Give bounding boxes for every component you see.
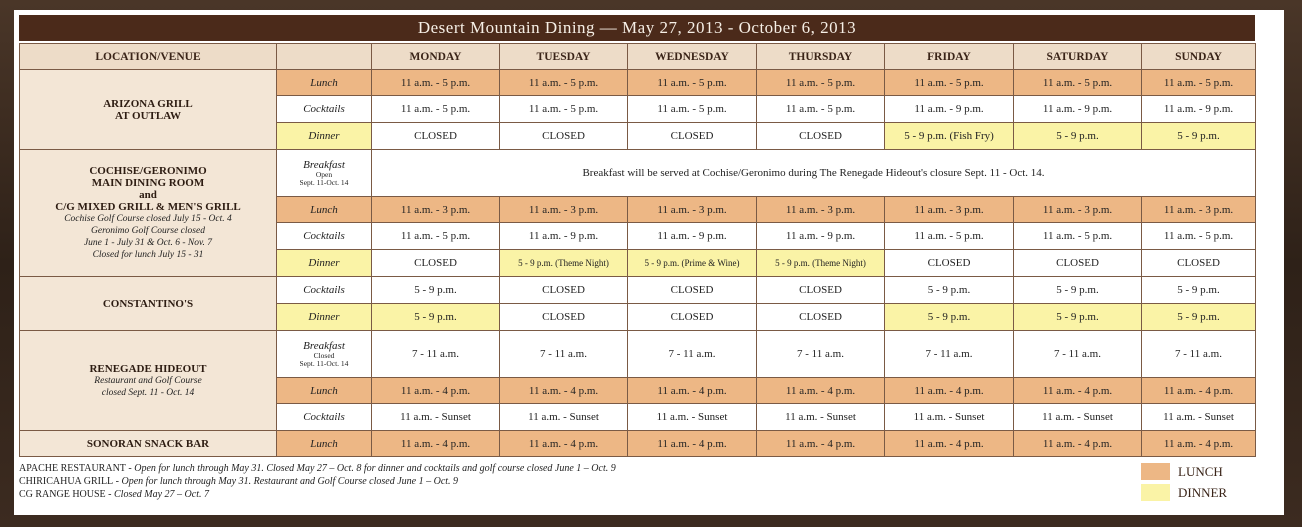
cell: 11 a.m. - 5 p.m. — [500, 96, 628, 123]
cell: 11 a.m. - 4 p.m. — [1142, 378, 1256, 404]
cell: 5 - 9 p.m. — [1142, 277, 1256, 304]
cell: CLOSED — [628, 123, 757, 150]
cell: 11 a.m. - 3 p.m. — [372, 197, 500, 223]
venue-name-line: ARIZONA GRILL — [103, 97, 193, 110]
venue-arizona-grill — [20, 70, 277, 150]
cell: 11 a.m. - 3 p.m. — [885, 197, 1014, 223]
cell: 11 a.m. - Sunset — [372, 404, 500, 431]
footer-venue-name: CG RANGE HOUSE — [19, 489, 106, 500]
cell: 11 a.m. - 3 p.m. — [628, 197, 757, 223]
meal-label-dinner: Dinner — [277, 304, 372, 331]
cell: 11 a.m. - 5 p.m. — [372, 223, 500, 250]
header-saturday: SATURDAY — [1014, 44, 1142, 70]
cell: CLOSED — [1142, 250, 1256, 277]
cell: CLOSED — [757, 277, 885, 304]
cell: 11 a.m. - 3 p.m. — [1014, 197, 1142, 223]
cell: 5 - 9 p.m. — [1014, 277, 1142, 304]
cell: 7 - 11 a.m. — [885, 331, 1014, 378]
header-meal — [277, 44, 372, 70]
meal-label-cocktails: Cocktails — [277, 96, 372, 123]
cell: 7 - 11 a.m. — [757, 331, 885, 378]
venue-note: June 1 - July 31 & Oct. 6 - Nov. 7 — [83, 238, 213, 248]
cell: CLOSED — [500, 123, 628, 150]
venue-note: Restaurant and Golf Course — [94, 375, 202, 386]
venue-name-line: CONSTANTINO'S — [102, 297, 194, 310]
cell: CLOSED — [1014, 250, 1142, 277]
cell: 11 a.m. - Sunset — [1142, 404, 1256, 431]
cell: 7 - 11 a.m. — [1014, 331, 1142, 378]
meal-label-breakfast — [277, 331, 372, 378]
schedule-card — [14, 10, 1284, 515]
cell: CLOSED — [628, 304, 757, 331]
venue-renegade-hideout — [20, 331, 277, 431]
header-sunday: SUNDAY — [1142, 44, 1256, 70]
meal-label-lunch: Lunch — [277, 378, 372, 404]
cell: 11 a.m. - Sunset — [628, 404, 757, 431]
meal-label-lunch: Lunch — [277, 431, 372, 457]
cell: CLOSED — [628, 277, 757, 304]
cell: 11 a.m. - Sunset — [885, 404, 1014, 431]
cell: 11 a.m. - 5 p.m. — [1014, 223, 1142, 250]
table-row — [20, 150, 1256, 197]
cell: 11 a.m. - 4 p.m. — [500, 431, 628, 457]
cell: 11 a.m. - 4 p.m. — [372, 431, 500, 457]
cell: 11 a.m. - 3 p.m. — [757, 197, 885, 223]
footer-notes — [19, 462, 1019, 501]
cell: 11 a.m. - 5 p.m. — [757, 70, 885, 96]
cell: 7 - 11 a.m. — [500, 331, 628, 378]
header-friday: FRIDAY — [885, 44, 1014, 70]
footer-venue-text: - Open for lunch through May 31. Restaurant and Golf Course closed June 1 – Oct. 9 — [113, 476, 459, 487]
cell: 11 a.m. - 5 p.m. — [1014, 70, 1142, 96]
venue-note: closed Sept. 11 - Oct. 14 — [101, 387, 195, 398]
meal-label-dinner: Dinner — [277, 250, 372, 277]
venue-note: Geronimo Golf Course closed — [91, 226, 205, 236]
footer-note-chiricahua — [19, 475, 1019, 488]
cell: 7 - 11 a.m. — [1142, 331, 1256, 378]
cell: 5 - 9 p.m. (Prime & Wine) — [628, 250, 757, 277]
cell: 11 a.m. - 5 p.m. — [885, 70, 1014, 96]
cell: 11 a.m. - 5 p.m. — [885, 223, 1014, 250]
breakfast-label: Breakfast — [303, 159, 345, 171]
cell: 5 - 9 p.m. (Theme Night) — [500, 250, 628, 277]
cell: 11 a.m. - 5 p.m. — [1142, 70, 1256, 96]
cell: CLOSED — [500, 304, 628, 331]
cell: 11 a.m. - 4 p.m. — [885, 378, 1014, 404]
footer-venue-text: - Open for lunch through May 31. Closed May 27 – Oct. 8 for dinner and cocktails and golf course closed June 1 – Oct. 9 — [125, 463, 616, 474]
venue-name-line: SONORAN SNACK BAR — [86, 437, 210, 450]
cell: 11 a.m. - Sunset — [757, 404, 885, 431]
venue-name-line: RENEGADE HIDEOUT — [89, 362, 207, 375]
cell: 5 - 9 p.m. — [372, 304, 500, 331]
venue-name-line: AT OUTLAW — [115, 109, 181, 122]
cell: 11 a.m. - Sunset — [500, 404, 628, 431]
breakfast-dates: Sept. 11-Oct. 14 — [299, 359, 349, 368]
cell: 11 a.m. - 4 p.m. — [757, 378, 885, 404]
cell: CLOSED — [372, 250, 500, 277]
cell: 11 a.m. - Sunset — [1014, 404, 1142, 431]
header-tuesday: TUESDAY — [500, 44, 628, 70]
cell: 11 a.m. - 4 p.m. — [1142, 431, 1256, 457]
legend-swatch-dinner — [1141, 484, 1170, 501]
cell: 11 a.m. - 9 p.m. — [757, 223, 885, 250]
legend-swatch-lunch — [1141, 463, 1170, 480]
cell: 11 a.m. - 5 p.m. — [757, 96, 885, 123]
cell: 5 - 9 p.m. — [1014, 123, 1142, 150]
cell: 11 a.m. - 4 p.m. — [372, 378, 500, 404]
cell: 7 - 11 a.m. — [372, 331, 500, 378]
cell: 5 - 9 p.m. — [372, 277, 500, 304]
cell: 5 - 9 p.m. — [1142, 304, 1256, 331]
cell: 11 a.m. - 9 p.m. — [1014, 96, 1142, 123]
venue-constantinos — [20, 277, 277, 331]
table-row — [20, 431, 1256, 457]
table-row — [20, 70, 1256, 96]
cell: 11 a.m. - 3 p.m. — [500, 197, 628, 223]
meal-label-breakfast — [277, 150, 372, 197]
cell: 11 a.m. - 9 p.m. — [628, 223, 757, 250]
cell: 11 a.m. - 4 p.m. — [500, 378, 628, 404]
footer-note-apache — [19, 462, 1019, 475]
venue-name-line: and — [139, 189, 157, 201]
cell: 11 a.m. - 5 p.m. — [500, 70, 628, 96]
cell: 11 a.m. - 5 p.m. — [628, 70, 757, 96]
breakfast-note: Breakfast will be served at Cochise/Geronimo during The Renegade Hideout's closure Sept. 11 - Oct. 14. — [372, 150, 1256, 197]
cell: CLOSED — [757, 123, 885, 150]
meal-label-lunch: Lunch — [277, 197, 372, 223]
meal-label-cocktails: Cocktails — [277, 277, 372, 304]
venue-name-line: MAIN DINING ROOM — [91, 177, 205, 189]
cell: 11 a.m. - 4 p.m. — [1014, 431, 1142, 457]
cell: 5 - 9 p.m. — [1142, 123, 1256, 150]
cell: 11 a.m. - 5 p.m. — [1142, 223, 1256, 250]
footer-venue-name: APACHE RESTAURANT — [19, 463, 126, 474]
cell: 11 a.m. - 5 p.m. — [628, 96, 757, 123]
cell: 5 - 9 p.m. (Theme Night) — [757, 250, 885, 277]
cell: 7 - 11 a.m. — [628, 331, 757, 378]
venue-note: Closed for lunch July 15 - 31 — [92, 250, 204, 260]
breakfast-dates: Sept. 11-Oct. 14 — [299, 178, 349, 187]
meal-label-cocktails: Cocktails — [277, 404, 372, 431]
dining-schedule-table — [19, 43, 1256, 457]
header-row — [20, 44, 1256, 70]
breakfast-label: Breakfast — [303, 340, 345, 352]
cell: CLOSED — [885, 250, 1014, 277]
meal-label-lunch: Lunch — [277, 70, 372, 96]
cell: 11 a.m. - 4 p.m. — [885, 431, 1014, 457]
cell: 11 a.m. - 9 p.m. — [885, 96, 1014, 123]
breakfast-status: Closed — [313, 351, 335, 360]
cell: CLOSED — [372, 123, 500, 150]
cell: 11 a.m. - 4 p.m. — [628, 431, 757, 457]
cell: 11 a.m. - 3 p.m. — [1142, 197, 1256, 223]
venue-cochise-geronimo — [20, 150, 277, 277]
header-thursday: THURSDAY — [757, 44, 885, 70]
legend-label-lunch: LUNCH — [1178, 463, 1223, 479]
meal-label-dinner: Dinner — [277, 123, 372, 150]
venue-note: Cochise Golf Course closed July 15 - Oct. 4 — [64, 214, 232, 224]
cell: 11 a.m. - 4 p.m. — [757, 431, 885, 457]
cell: CLOSED — [757, 304, 885, 331]
cell: 11 a.m. - 9 p.m. — [500, 223, 628, 250]
breakfast-status: Open — [315, 170, 333, 179]
footer-venue-name: CHIRICAHUA GRILL — [19, 476, 114, 487]
footer-note-range — [19, 488, 1019, 501]
legend-item-dinner — [1141, 482, 1261, 503]
cell: 11 a.m. - 5 p.m. — [372, 70, 500, 96]
cell: 5 - 9 p.m. (Fish Fry) — [885, 123, 1014, 150]
venue-name-line: C/G MIXED GRILL & MEN'S GRILL — [55, 201, 241, 213]
meal-label-cocktails: Cocktails — [277, 223, 372, 250]
cell: 11 a.m. - 4 p.m. — [628, 378, 757, 404]
header-monday: MONDAY — [372, 44, 500, 70]
legend-label-dinner: DINNER — [1178, 484, 1228, 500]
legend-item-lunch — [1141, 461, 1261, 482]
cell: 5 - 9 p.m. — [885, 304, 1014, 331]
header-location: LOCATION/VENUE — [20, 44, 277, 70]
venue-name-line: COCHISE/GERONIMO — [89, 165, 207, 177]
cell: 11 a.m. - 4 p.m. — [1014, 378, 1142, 404]
cell: 5 - 9 p.m. — [885, 277, 1014, 304]
cell: 11 a.m. - 5 p.m. — [372, 96, 500, 123]
page-title: Desert Mountain Dining — May 27, 2013 - October 6, 2013 — [19, 15, 1255, 41]
legend — [1141, 461, 1261, 503]
table-row — [20, 331, 1256, 378]
footer-venue-text: - Closed May 27 – Oct. 7 — [105, 489, 209, 500]
cell: 11 a.m. - 9 p.m. — [1142, 96, 1256, 123]
venue-sonoran-snack-bar — [20, 431, 277, 457]
table-row — [20, 277, 1256, 304]
header-wednesday: WEDNESDAY — [628, 44, 757, 70]
cell: CLOSED — [500, 277, 628, 304]
cell: 5 - 9 p.m. — [1014, 304, 1142, 331]
